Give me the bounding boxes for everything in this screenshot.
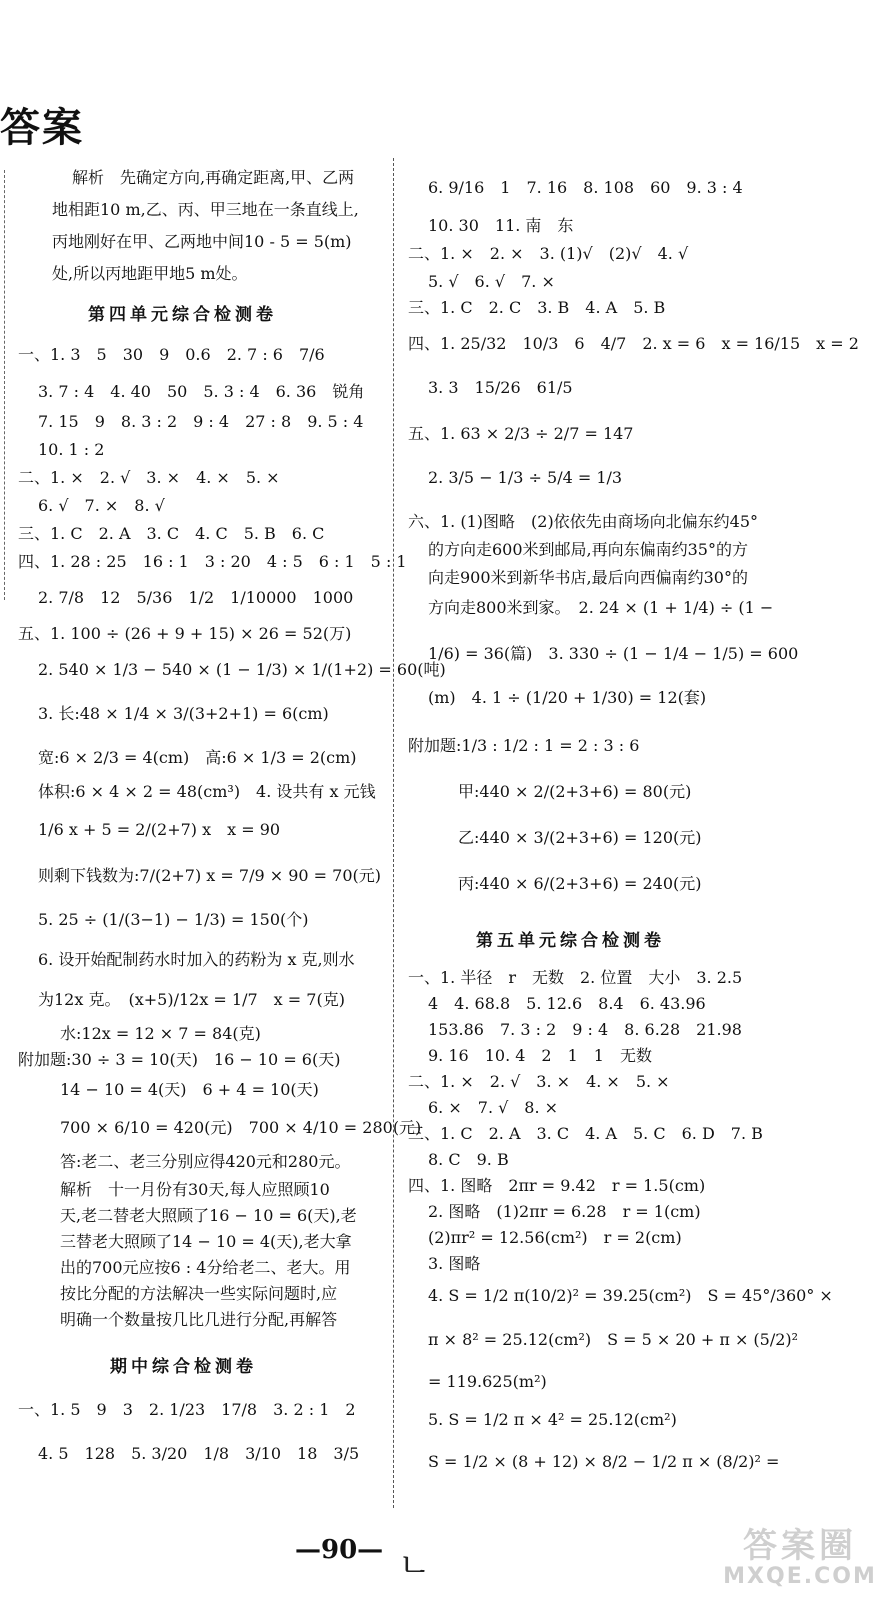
answer-line: 三、1. C 2. A 3. C 4. C 5. B 6. C xyxy=(18,524,325,543)
answer-line: 4 4. 68.8 5. 12.6 8.4 6. 43.96 xyxy=(428,994,706,1013)
answer-line: 附加题:1/3 : 1/2 : 1 = 2 : 3 : 6 xyxy=(408,736,640,755)
answer-line: 10. 30 11. 南 东 xyxy=(428,216,574,235)
answer-line: 体积:6 × 4 × 2 = 48(cm³) 4. 设共有 x 元钱 xyxy=(38,782,376,801)
answer-line: 出的700元应按6 : 4分给老二、老大。用 xyxy=(60,1258,351,1277)
answer-line: 8. C 9. B xyxy=(428,1150,509,1169)
answer-line: 6. 设开始配制药水时加入的药粉为 x 克,则水 xyxy=(38,950,355,969)
answer-line: 5. S = 1/2 π × 4² = 25.12(cm²) xyxy=(428,1410,677,1429)
answer-line: 地相距10 m,乙、丙、甲三地在一条直线上, xyxy=(52,200,359,219)
answer-line: 3. 3 15/26 61/5 xyxy=(428,378,573,397)
answer-line: 1/6) = 36(篇) 3. 330 ÷ (1 − 1/4 − 1/5) = 600 xyxy=(428,644,799,663)
answer-line: S = 1/2 × (8 + 12) × 8/2 − 1/2 π × (8/2)² = xyxy=(428,1452,780,1471)
answer-line: 4. 5 128 5. 3/20 1/8 3/10 18 3/5 xyxy=(38,1444,360,1463)
section-title: 第五单元综合检测卷 xyxy=(476,931,665,951)
answer-line: 二、1. × 2. √ 3. × 4. × 5. × xyxy=(408,1072,670,1091)
watermark-domain: MXQE.COM xyxy=(723,1564,877,1589)
answer-line: 宽:6 × 2/3 = 4(cm) 高:6 × 1/3 = 2(cm) xyxy=(38,748,357,767)
answer-line: 10. 1 : 2 xyxy=(38,440,105,459)
answer-line: 四、1. 图略 2πr = 9.42 r = 1.5(cm) xyxy=(408,1176,706,1195)
answer-line: 向走900米到新华书店,最后向西偏南约30°的 xyxy=(428,568,748,587)
answer-line: 3. 7 : 4 4. 40 50 5. 3 : 4 6. 36 锐角 xyxy=(38,382,365,401)
answer-line: 9. 16 10. 4 2 1 1 无数 xyxy=(428,1046,652,1065)
answer-line: (m) 4. 1 ÷ (1/20 + 1/30) = 12(套) xyxy=(428,688,707,707)
answer-line: 三、1. C 2. A 3. C 4. A 5. C 6. D 7. B xyxy=(408,1124,763,1143)
answer-line: 3. 图略 xyxy=(428,1254,481,1273)
column-divider xyxy=(393,158,394,1508)
answer-line: 水:12x = 12 × 7 = 84(克) xyxy=(60,1024,261,1043)
answer-line: 5. √ 6. √ 7. × xyxy=(428,272,555,291)
answer-line: 三、1. C 2. C 3. B 4. A 5. B xyxy=(408,298,666,317)
answer-line: 153.86 7. 3 : 2 9 : 4 8. 6.28 21.98 xyxy=(428,1020,742,1039)
answer-line: 的方向走600米到邮局,再向东偏南约35°的方 xyxy=(428,540,748,559)
answer-line: 2. 图略 (1)2πr = 6.28 r = 1(cm) xyxy=(428,1202,701,1221)
answer-line: 为12x 克。 (x+5)/12x = 1/7 x = 7(克) xyxy=(38,990,345,1009)
answer-line: 四、1. 25/32 10/3 6 4/7 2. x = 6 x = 16/15 x = 2 xyxy=(408,334,859,353)
answer-line: 一、1. 3 5 30 9 0.6 2. 7 : 6 7/6 xyxy=(18,345,325,364)
answer-line: 则剩下钱数为:7/(2+7) x = 7/9 × 90 = 70(元) xyxy=(38,866,382,885)
watermark-logo xyxy=(712,1518,888,1596)
answer-line: 丙地刚好在甲、乙两地中间10 - 5 = 5(m) xyxy=(52,232,352,251)
answer-line: 700 × 6/10 = 420(元) 700 × 4/10 = 280(元) xyxy=(60,1118,422,1137)
answer-line: 7. 15 9 8. 3 : 2 9 : 4 27 : 8 9. 5 : 4 xyxy=(38,412,364,431)
answer-line: 答:老二、老三分别应得420元和280元。 xyxy=(60,1152,351,1171)
answer-line: 2. 540 × 1/3 − 540 × (1 − 1/3) × 1/(1+2) = 60(吨) xyxy=(38,660,446,679)
answer-line: 六、1. (1)图略 (2)依依先由商场向北偏东约45° xyxy=(408,512,759,531)
answer-line: 一、1. 半径 r 无数 2. 位置 大小 3. 2.5 xyxy=(408,968,743,987)
margin-dashed-line xyxy=(4,170,5,600)
answer-line: 五、1. 63 × 2/3 ÷ 2/7 = 147 xyxy=(408,424,634,443)
section-title: 第四单元综合检测卷 xyxy=(88,305,277,325)
answer-line: 14 − 10 = 4(天) 6 + 4 = 10(天) xyxy=(60,1080,319,1099)
answer-line: 一、1. 5 9 3 2. 1/23 17/8 3. 2 : 1 2 xyxy=(18,1400,356,1419)
page-title: 答案 xyxy=(0,105,84,151)
answer-line: 2. 3/5 − 1/3 ÷ 5/4 = 1/3 xyxy=(428,468,623,487)
answer-line: 处,所以丙地距甲地5 m处。 xyxy=(52,264,248,283)
answer-line: 2. 7/8 12 5/36 1/2 1/10000 1000 xyxy=(38,588,354,607)
answer-line: 解析 先确定方向,再确定距离,甲、乙两 xyxy=(72,168,355,187)
answer-line: 五、1. 100 ÷ (26 + 9 + 15) × 26 = 52(万) xyxy=(18,624,352,643)
answer-line: 三替老大照顾了14 − 10 = 4(天),老大拿 xyxy=(60,1232,352,1251)
answer-line: 二、1. × 2. √ 3. × 4. × 5. × xyxy=(18,468,280,487)
answer-line: 附加题:30 ÷ 3 = 10(天) 16 − 10 = 6(天) xyxy=(18,1050,341,1069)
answer-line: 5. 25 ÷ (1/(3−1) − 1/3) = 150(个) xyxy=(38,910,309,929)
answer-line: 6. × 7. √ 8. × xyxy=(428,1098,559,1117)
answer-line: π × 8² = 25.12(cm²) S = 5 × 20 + π × (5/2)² xyxy=(428,1330,799,1349)
answer-line: 四、1. 28 : 25 16 : 1 3 : 20 4 : 5 6 : 1 5 : 1 xyxy=(18,552,407,571)
answer-line: 6. 9/16 1 7. 16 8. 108 60 9. 3 : 4 xyxy=(428,178,743,197)
answer-line: 明确一个数量按几比几进行分配,再解答 xyxy=(60,1310,338,1329)
answer-line: 1/6 x + 5 = 2/(2+7) x x = 90 xyxy=(38,820,281,839)
page-number: —90— xyxy=(295,1535,384,1565)
answer-line: 天,老二替老大照顾了16 − 10 = 6(天),老 xyxy=(60,1206,357,1225)
answer-line: 4. S = 1/2 π(10/2)² = 39.25(cm²) S = 45°/360° × xyxy=(428,1286,833,1305)
answer-line: 乙:440 × 3/(2+3+6) = 120(元) xyxy=(458,828,702,847)
watermark-text: 答案圈 xyxy=(743,1526,857,1566)
answer-line: 方向走800米到家。 2. 24 × (1 + 1/4) ÷ (1 − xyxy=(428,598,774,617)
section-title: 期中综合检测卷 xyxy=(110,1357,257,1377)
answer-line: 丙:440 × 6/(2+3+6) = 240(元) xyxy=(458,874,702,893)
answer-line: 3. 长:48 × 1/4 × 3/(3+2+1) = 6(cm) xyxy=(38,704,329,723)
answer-line: 甲:440 × 2/(2+3+6) = 80(元) xyxy=(458,782,692,801)
answer-line: = 119.625(m²) xyxy=(428,1372,547,1391)
answer-line: 解析 十一月份有30天,每人应照顾10 xyxy=(60,1180,330,1199)
answer-line: 6. √ 7. × 8. √ xyxy=(38,496,165,515)
answer-line: 按比分配的方法解决一些实际问题时,应 xyxy=(60,1284,338,1303)
answer-line: 二、1. × 2. × 3. (1)√ (2)√ 4. √ xyxy=(408,244,689,263)
answer-line: (2)πr² = 12.56(cm²) r = 2(cm) xyxy=(428,1228,682,1247)
handwritten-mark: ㄴ xyxy=(398,1546,431,1586)
